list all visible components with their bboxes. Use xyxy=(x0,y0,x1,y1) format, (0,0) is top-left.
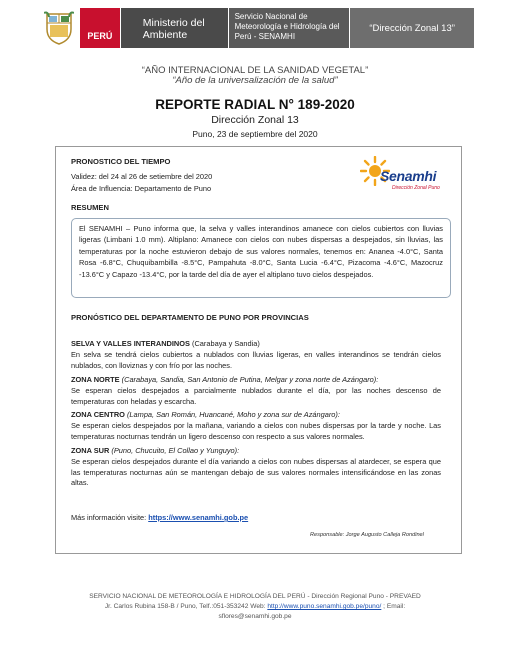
centro-title-line xyxy=(71,410,441,421)
norte-places: (Carabaya, Sandia, San Antonio de Putina, Melgar y zona norte de Azángaro): xyxy=(119,375,379,384)
footer-address: Jr. Carlos Rubina 158-B / Puno, Telf.:051-353242 Web: xyxy=(104,603,268,610)
sur-places: (Puno, Chucuito, El Collao y Yunguyo): xyxy=(109,446,240,455)
norte-text: Se esperan cielos despejados a parcialmente nublados durante el día, por las noches descenso de temperaturas con heladas y escarcha. xyxy=(71,386,441,406)
zone-label: “Dirección Zonal 13” xyxy=(349,8,474,48)
summary-heading: RESUMEN xyxy=(71,203,109,212)
footer-web-link[interactable]: http://www.puno.senamhi.gob.pe/puno/ xyxy=(267,603,382,610)
more-info-label: Más información visite: xyxy=(71,513,149,522)
ministry-label: Ministerio del Ambiente xyxy=(120,8,228,48)
year-motto: “AÑO INTERNACIONAL DE LA SANIDAD VEGETAL” xyxy=(141,65,369,76)
area-text: Área de Influencia: Departamento de Puno xyxy=(71,184,212,193)
summary-box: El SENAMHI – Puno informa que, la selva y valles interandinos amanece con cielos cubiertos con lluvias ligeras (Limbani 1.0 mm). Altiplano: Amanece con cielos con nubes dispersas a despejados, sin lluvias, las temperaturas por la noche estuvieron debajo de sus valores normales, tenemos en: Ananea -4.0°C, Santa Rosa -6.8°C, Chuquibambilla -8.5°C, Pampahuta -8.0°C, Santa Lucia -6.4°C, Pizacoma -4.6°C, Mazocruz -13.6°C y Capazo -13.4°C, por la tarde del día de ayer el altiplano tuvo cielos despejados. xyxy=(71,218,451,298)
institutional-header xyxy=(38,8,474,48)
centro-text: Se esperan cielos despejados por la mañana, variando a cielos con nubes dispersas por la tarde y noche. Las temperaturas nocturnas tendrán un ligero descenso con respecto a sus valores normales. xyxy=(71,421,441,441)
norte-title-line xyxy=(71,375,441,386)
footer-line1: SERVICIO NACIONAL DE METEOROLOGÍA E HIDROLOGÍA DEL PERÚ - Dirección Regional Puno - PREVAED xyxy=(89,593,421,600)
year-motto-secondary: “Año de la universalización de la salud” xyxy=(172,75,338,86)
report-date: Puno, 23 de septiembre del 2020 xyxy=(192,129,318,139)
logo-subtitle: Dirección Zonal Puno xyxy=(392,185,440,191)
selva-text: En selva se tendrá cielos cubiertos a nublados con lluvias ligeras, en valles interandinos se tendrán cielos nublados, con lloviznas y con frío por las noches. xyxy=(71,350,441,370)
selva-title-line xyxy=(71,339,441,350)
sur-title: ZONA SUR xyxy=(71,446,110,455)
senamhi-logo xyxy=(360,156,446,196)
service-label: Servicio Nacional de Meteorología e Hidrología del Perú - SENAMHI xyxy=(228,8,350,48)
validity-text: Validez: del 24 al 26 de setiembre del 2020 xyxy=(71,172,213,181)
norte-title: ZONA NORTE xyxy=(71,375,120,384)
report-title: REPORTE RADIAL N° 189-2020 xyxy=(155,97,355,112)
centro-places: (Lampa, San Román, Huancané, Moho y zona sur de Azángaro): xyxy=(124,410,340,419)
selva-title: SELVA Y VALLES INTERANDINOS xyxy=(71,339,190,348)
logo-wordmark: Senamhi xyxy=(380,168,437,184)
senamhi-website-link[interactable]: https://www.senamhi.gob.pe xyxy=(148,513,249,522)
more-info-line xyxy=(71,513,248,524)
report-subtitle: Dirección Zonal 13 xyxy=(211,114,299,126)
selva-places: (Carabaya y Sandia) xyxy=(189,339,260,348)
footer-email-label: ; Email: xyxy=(381,603,406,610)
country-label: PERÚ xyxy=(80,8,120,48)
forecast-heading: PRONOSTICO DEL TIEMPO xyxy=(71,157,171,166)
footer-line2 xyxy=(0,602,510,612)
sur-text: Se esperan cielos despejados durante el día variando a cielos con nubes dispersas al atardecer, se espera que las temperaturas nocturnas aún se mantengan debajo de sus valores normales intensificándose en las zonas altas. xyxy=(71,457,441,487)
provinces-heading: PRONÓSTICO DEL DEPARTAMENTO DE PUNO POR PROVINCIAS xyxy=(71,313,309,322)
footer-email: sflores@senamhi.gob.pe xyxy=(218,613,292,620)
responsible-text: Responsable: Jorge Augusto Calleja Rondinel xyxy=(310,532,424,538)
sur-title-line xyxy=(71,446,441,457)
centro-title: ZONA CENTRO xyxy=(71,410,125,419)
coat-of-arms-icon xyxy=(38,8,80,48)
